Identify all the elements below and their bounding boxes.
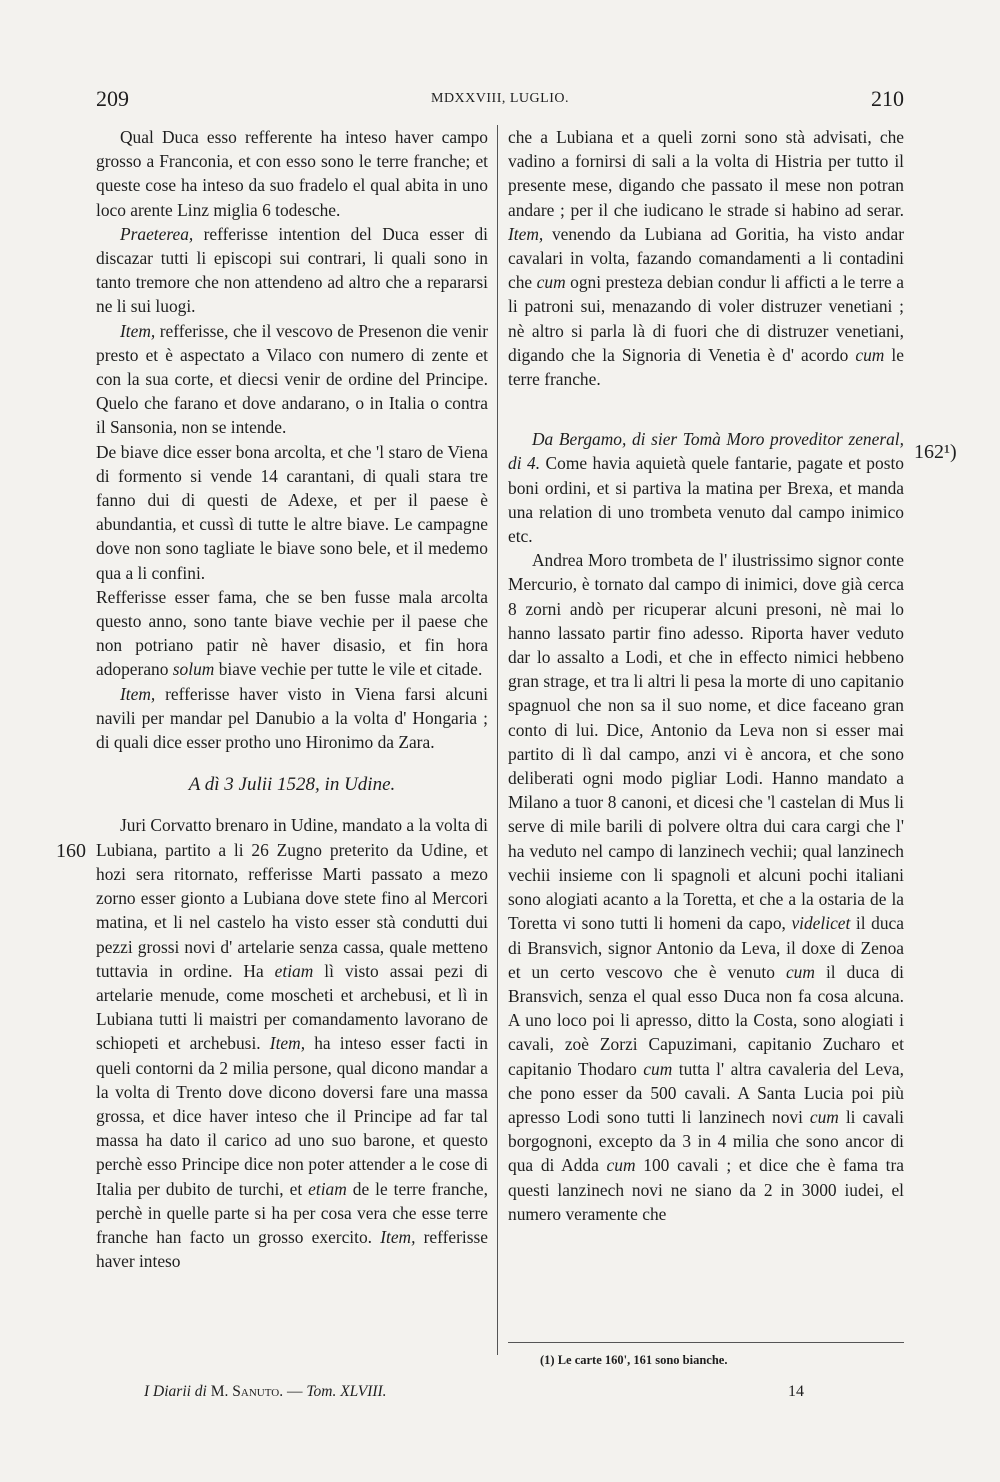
paragraph: Juri Corvatto brenaro in Udine, mandato a la volta di Lubiana, partito a li 26 Zugno preterito da Udine, et hozi sera ritornato, refferisse Marti passato a mezo zorno esser gionto a Lubiana dove stete fino al Mercori matina, et li nel castelo ha visto esser stà condutti dui pezzi grossi novi d' artelarie senza cassa, quale metteno tuttavia in ordine. Ha etiam lì visto assai pezi di artelarie menude, come moscheti et archebusi, et lì in Lubiana tutti li maistri per comandamento lavorano de schiopeti et archebusi. Item, ha inteso esser facti in queli contorni da 2 milia persone, qual dicono mandar a la volta di Trento dove dicono doversi fare una massa grossa, et dice haver inteso che il Principe ad far tal massa ha dato il carico ad uno suo barone, et questo perchè esso Principe dice non poter attender a le cose di Italia per dubito de turchi, et etiam de le terre franche, perchè in quelle parte si ha per cosa vera che esse terre franche han facto un grosso exercito. Item, refferisse haver inteso	[96, 815, 489, 1272]
section-heading: A dì 3 Julii 1528, in Udine.	[188, 774, 396, 796]
margin-number-left: 160	[56, 840, 86, 862]
page-number-right: 210	[871, 86, 904, 111]
paragraph: Da Bergamo, di sier Tomà Moro proveditor zeneral, di 4. Come havia aquietà quele fantarie, pagate et posto boni ordini, et si partiva la matina per Brexa, et manda una relation di uno trombeta venuto dal campo inimico etc.	[508, 429, 904, 547]
footnote: (1) Le carte 160', 161 sono bianche.	[540, 1353, 728, 1367]
column-divider	[497, 125, 498, 1355]
paragraph: Qual Duca esso refferente ha inteso haver campo grosso a Franconia, et con esso sono le terre franche; et queste cose ha inteso da suo fradelo el qual abita in uno loco arente Linz miglia 6 todesche.	[96, 127, 488, 220]
left-column	[96, 125, 488, 1273]
running-head	[96, 86, 904, 116]
page-number-left: 209	[96, 86, 129, 111]
paragraph: Item, refferisse haver visto in Viena farsi alcuni navili per mandar pel Danubio a la volta d' Hongaria ; di quali dice esser protho uno Hironimo da Zara.	[96, 683, 488, 753]
margin-number-right: 162¹)	[914, 441, 957, 463]
paragraph: Praeterea, refferisse intention del Duca esser di discazar tutti li episcopi sui contrari, li quali sono in tanto tremore che non attendeno ad altro che a repararsi ne li sui luogi.	[96, 223, 488, 317]
running-title: MDXXVIII, LUGLIO.	[431, 91, 569, 106]
paragraph: Item, refferisse, che il vescovo de Presenon die venir presto et è aspectato a Vilaco con numero di zente et con la sua corte, et diecsi venir de ordine del Principe. Quelo che farano et dove andarano, o in Italia o contra il Sansonia, non se intende.	[96, 320, 488, 438]
paragraph: De biave dice esser bona arcolta, et che 'l staro de Viena di formento si vende 14 carantani, di quali stara tre fanno dui di questi de Adexe, et per il paese è abundantia, et cussì di tutte le altre biave. Le campagne dove non sono tagliate le biave sono bele, et il medemo qua a li confini.	[96, 441, 488, 583]
paragraph: Andrea Moro trombeta de l' ilustrissimo signor conte Mercurio, è tornato dal campo di inimici, dove già cerca 8 zorni andò per ricuperar alcuni presoni, nè mai lo hanno lassato partir fino adesso. Riporta haver veduto dar lo assalto a Lodi, et che in effecto nimici hebbeno gran strage, et tra li altri li pesa la morte di uno capitanio spagnuol che non sa il suo nome, et dice faceano gran conto di lui. Dice, Antonio da Leva non si esser mai partito di lì dal campo, anzi vi è ancora, et che sono deliberati ogni modo pigliar Lodi. Hanno mandato a Milano a tuor 8 canoni, et dicesi che 'l castelan di Mus li serve di mile barili di polvere oltra dui cara cargi che l' ha veduto nel campo di lanzinech vechii; qual lanzinech vechii insieme con li spagnoli et alcuni pochi italiani sono alogiati acanto a la Toretta, et che a la ostaria de la Toretta vi sono tutti li homeni da capo, videlicet il duca di Bransvich, signor Antonio da Leva, il doxe di Zenoa et un certo vescovo che è venuto cum il duca di Bransvich, senza el qual esso Duca non fa cosa alcuna. A uno loco poi li apresso, ditto la Costa, sono alogiati i cavali, zoè Zorzi Capuzimani, capitanio Zucharo et capitanio Thodaro cum tutta l' altra cavaleria del Leva, che pono esser da 500 cavali. A Santa Lucia poi più apresso Lodi sono tutti li lanzinech novi cum li cavali borgognoni, excepto da 3 in 4 milia che sono ancor di qua di Adda cum 100 cavali ; et dice che è fama tra questi lanzinech novi ne siano da 2 in 3000 iudei, el numero veramente che	[508, 550, 905, 1224]
signature-number: 14	[788, 1383, 804, 1400]
paragraph: Refferisse esser fama, che se ben fusse mala arcolta questo anno, sono tante biave vechie per il paese che non potriano patir nè haver disasio, et fin hora adoperano solum biave vechie per tutte le vile et citade.	[96, 586, 488, 680]
paragraph: che a Lubiana et a queli zorni sono stà advisati, che vadino a fornirsi di sali a la volta di Histria per tutto il presente mese, digando che passato il mese non potran andare ; per il che iudicano le strade si habino ad serar. Item, venendo da Lubiana ad Goritia, ha visto andar cavalari in volta, fazando comandamenti a li contadini che cum ogni presteza debian condur li afficti a le terre a li patroni sui, menazando di voler distruzer venetiani ; nè altro si parla là di fuori che di distruzer venetiani, digando che la Signoria di Venetia è d' acordo cum le terre franche.	[508, 127, 904, 390]
footnote-rule	[508, 1342, 904, 1343]
footer-signature: I Diarii di M. Sanuto. — Tom. XLVIII.	[144, 1383, 387, 1400]
page-footer	[96, 1383, 904, 1409]
right-column	[508, 125, 904, 1226]
